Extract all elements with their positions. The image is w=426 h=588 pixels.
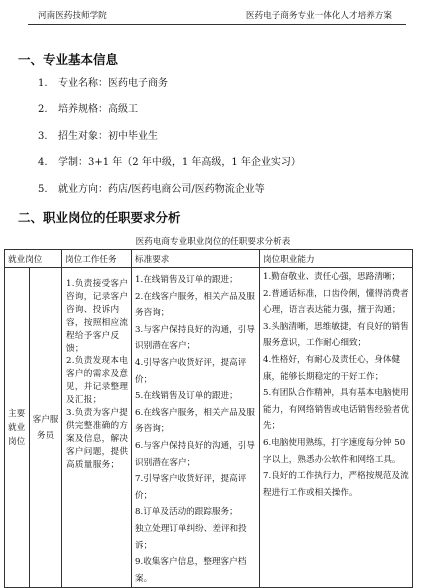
page-header (28, 10, 406, 25)
ability-item: 4.性格好，有耐心及责任心，身体健康，能够长期稳定的干好工作； (263, 354, 401, 382)
info-item: 5. 就业方向：药店/医药电商公司/医药物流企业等 (38, 184, 265, 195)
ability-item: 1.勤奋敬业、责任心强，思路清晰； (263, 272, 401, 282)
ability-item: 3.头脑清晰，思维敏捷，有良好的销售服务意识，工作耐心细致； (263, 321, 409, 349)
table-row (5, 268, 413, 588)
col-header-duties: 岗位工作任务 (62, 250, 132, 268)
col-header-position: 就业岗位 (5, 250, 62, 268)
ability-item: 2.普通话标准，口齿伶俐，懂得消费者心理，语言表达能力强，擅于沟通； (263, 288, 409, 316)
duty-item: 2.负责发现本电客户的需求及意见，并记录整理及汇报； (66, 356, 129, 406)
standard-item: 3.与客户保持良好的沟通，引导识别潜在客户； (135, 324, 255, 352)
duty-item: 3.负责为客户提供完整准确的方案及信息，解决客户问题，提供高质量服务； (66, 408, 129, 470)
abilities-cell (260, 268, 413, 588)
standard-item: 9.收集客户信息，整理客户档案。 (135, 557, 247, 584)
standard-item: 独立处理订单纠纷、差评和投诉； (135, 523, 247, 551)
ability-item: 6.电脑使用熟练，打字速度每分钟 50 字以上，熟悉办公软件和网络工具。 (263, 437, 406, 465)
job-requirements-table (4, 249, 413, 588)
standard-item: 6.与客户保持良好的沟通，引导识别潜在客户； (135, 440, 255, 468)
standard-item: 2.在线客户服务，相关产品及服务咨询； (135, 291, 255, 319)
standard-item: 6.在线客户服务，相关产品及服务咨询； (135, 407, 255, 435)
header-school: 河南医药技师学院 (38, 11, 107, 21)
ability-item: 5.有团队合作精神，具有基本电脑使用能力，有网络销售或电话销售经验者优先； (263, 388, 410, 432)
duty-item: 1.负责接受客户咨询，记录客户咨询、投诉内容，按照相应流程给予客户反馈； (66, 279, 129, 354)
job-category-cell: 主要就业岗位 (5, 268, 30, 588)
standard-item: 5.在线销售及订单的跟进； (135, 391, 238, 402)
standard-item: 8.订单及活动的跟踪服务； (135, 507, 238, 518)
standard-item: 7.引导客户收货好评，提高评价； (135, 474, 247, 501)
info-item: 3. 招生对象：初中毕业生 (38, 131, 158, 142)
info-item: 4. 学制：3+1 年（2 年中级，1 年高级，1 年企业实习） (38, 157, 301, 168)
table-caption: 医药电商专业职业岗位的任职要求分析表 (135, 237, 291, 247)
info-item: 1. 专业名称：医药电子商务 (38, 78, 168, 89)
standard-item: 4.引导客户收货好评，提高评价； (135, 357, 247, 385)
section2-title: 二、职业岗位的任职要求分析 (18, 210, 181, 225)
job-position-cell: 客户服务员 (30, 268, 62, 588)
info-item: 2. 培养规格：高级工 (38, 104, 138, 115)
duties-cell (62, 268, 132, 588)
standard-item: 1.在线销售及订单的跟进； (135, 275, 238, 285)
section1-title: 一、专业基本信息 (18, 52, 119, 67)
header-doc-title: 医药电子商务专业一体化人才培养方案 (245, 11, 392, 21)
ability-item: 7.良好的工作执行力，严格按规范及流程进行工作或相关操作。 (263, 471, 409, 498)
table-header-row (5, 250, 413, 268)
col-header-standards: 标准要求 (132, 250, 260, 268)
standards-cell (132, 268, 260, 588)
col-header-abilities: 岗位职业能力 (260, 250, 413, 268)
